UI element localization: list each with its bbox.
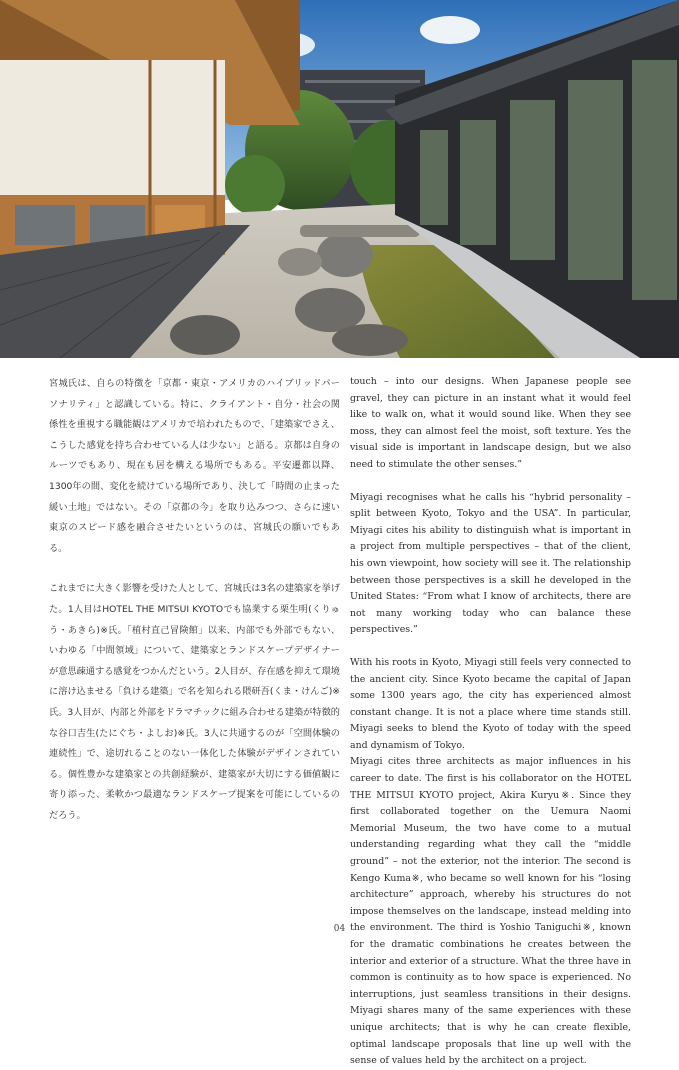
- page-number: 04: [333, 924, 346, 934]
- hero-photo-courtyard-garden: [0, 0, 679, 358]
- english-paragraph: Miyagi recognises what he calls his “hybrid personality – split between Kyoto, Tokyo and the USA”. In particular, Miyagi cites his ability to distinguish what is important in a project from multiple perspectives – that of the client, his own viewpoint, how society will see it. The relationship between those perspectives is a skill he developed in the United States: “From what I know of architects, there are not many working today who can balance these perspectives.”: [350, 491, 631, 636]
- english-paragraph: touch – into our designs. When Japanese people see gravel, they can picture in an instant what it would feel like to walk on, what it would sound like. When they see moss, they can almost feel the moist, soft texture. Yes the visual side is important in landscape design, but we also need to stimulate the other senses.”: [350, 376, 631, 470]
- japanese-paragraph: 宮城氏は、自らの特徴を「京都・東京・アメリカのハイブリッドパーソナリティ」と認識している。特に、クライアント・自分・社会の関係性を重視する職能観はアメリカで培われたもので、「建築家でさえ、こうした感覚を持ち合わせている人は少ない」と語る。京都は自身のルーツでもあり、現在も居を構える場所でもある。平安遷都以降、1300年の間、変化を続けている場所であり、決して「時間の止まった緩い土地」ではない。その「京都の今」を取り込みつつ、さらに速い東京のスピード感を融合させたいというのは、宮城氏の願いでもある。: [49, 378, 340, 554]
- english-paragraph: With his roots in Kyoto, Miyagi still feels very connected to the ancient city. Since Kyoto became the capital of Japan some 1300 years ago, the city has experienced almost constant change. It is not a place where time stands still. Miyagi seeks to blend the Kyoto of today with the speed and dynamism of Tokyo.: [350, 656, 631, 751]
- english-text-column: [350, 374, 631, 1070]
- japanese-text-column: [49, 374, 340, 826]
- japanese-paragraph: これまでに大きく影響を受けた人として、宮城氏は3名の建築家を挙げた。1人目はHOTEL THE MITSUI KYOTOでも協業する栗生明(くりゅう・あきら)※氏。「植村直己冒険館」以来、内部でも外部でもない、いわゆる「中間領域」について、建築家とランドスケープデザイナーが意思疎通する感覚をつかんだという。2人目が、存在感を抑えて環境に溶け込ませる「負ける建築」で名を知られる隈研吾(くま・けんご)※氏。3人目が、内部と外部をドラマチックに組み合わせる建築が特徴的な谷口吉生(たにぐち・よしお)※氏。3人に共通するのが「空間体験の連続性」で、途切れることのない一体化した体験がデザインされている。個性豊かな建築家との共創経験が、建築家が大切にする価値観に寄り添った、柔軟かつ最適なランドスケープ提案を可能にしているのだろう。: [49, 583, 340, 821]
- english-paragraph: Miyagi cites three architects as major influences in his career to date. The first is his collaborator on the HOTEL THE MITSUI KYOTO project, Akira Kuryu※. Since they first collaborated together on the Uemura Naomi Memorial Museum, the two have come to a mutual understanding regarding what they call the “middle ground” – not the exterior, not the interior. The second is Kengo Kuma※, who became so well known for his “losing architecture” approach, whereby his structures do not impose themselves on the landscape, instead melding into the environment. The third is Yoshio Taniguchi※, known for the dramatic combinations he creates between the interior and exterior of a structure. What the three have in common is continuity as to how space is experienced. No interruptions, just seamless transitions in their designs. Miyagi shares many of the same experiences with these unique architects; that is why he can create flexible, optimal landscape proposals that line up well with the sense of values held by the architect on a project.: [350, 756, 631, 1067]
